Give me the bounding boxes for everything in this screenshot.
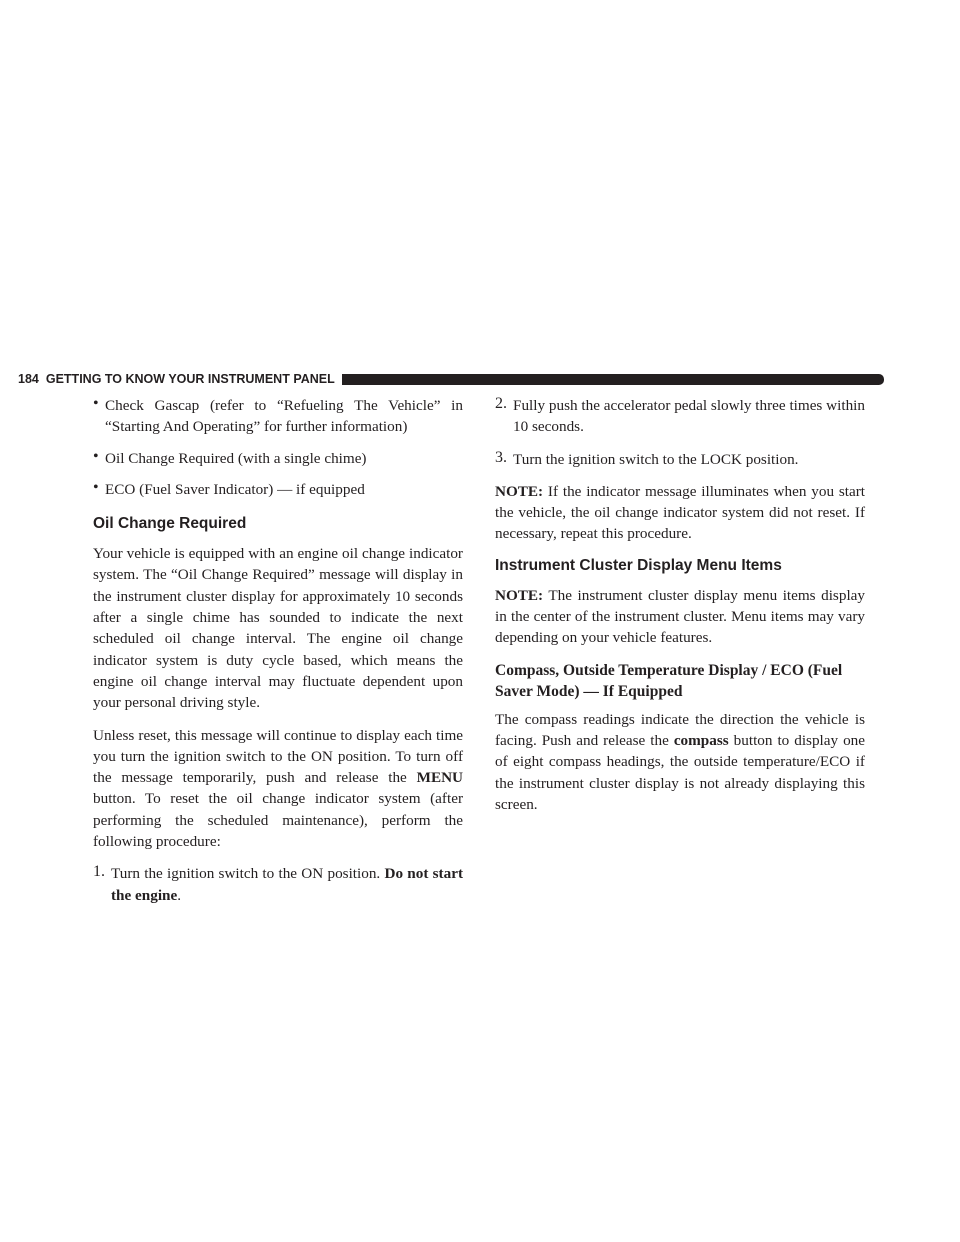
oil-change-paragraph: Your vehicle is equipped with an engine oil change indicator system. The “Oil Change Required” message will display in the instrument cluster display for approximately 10 seconds after a single chime has sounded to indicate the next scheduled oil change interval. The engine oil change indicator system is duty cycle based, which means the engine oil change interval may fluctuate dependent upon your personal driving style.: [93, 545, 463, 712]
note-label: NOTE:: [495, 482, 544, 500]
note-text: The instrument cluster display menu items display in the center of the instrument cluster. Menu items may vary depending on your vehicle features.: [495, 586, 865, 647]
step-number: 3.: [495, 448, 507, 466]
bullet-item: [93, 448, 463, 469]
bullet-text: Check Gascap (refer to “Refueling The Vehicle” in “Starting And Operating” for further information): [105, 397, 463, 436]
bullet-icon: •: [93, 395, 99, 412]
menu-term: MENU: [416, 769, 464, 787]
bullet-item: [93, 479, 463, 500]
page-header: [18, 369, 884, 389]
step-item: [93, 863, 463, 906]
step-text: Fully push the accelerator pedal slowly three times within 10 seconds.: [513, 397, 865, 436]
step1-period: .: [177, 886, 182, 904]
heading-compass-display: Compass, Outside Temperature Display / ECO (Fuel Saver Mode) — If Equipped: [495, 661, 843, 700]
step-text: Turn the ignition switch to the LOCK position.: [513, 450, 799, 468]
step1-text: Turn the ignition switch to the ON position.: [111, 865, 381, 883]
right-column: [495, 395, 865, 826]
compass-text-b: button to display one of eight compass headings, the outside temperature/ECO if the instrument cluster display is not already displaying this screen.: [495, 731, 866, 813]
step-text: [111, 863, 463, 906]
step-item: [495, 449, 865, 470]
compass-term: compass: [673, 731, 729, 749]
heading-oil-change-required: Oil Change Required: [93, 515, 247, 533]
compass-text-a: The compass readings indicate the direction the vehicle is facing. Push and release the: [495, 710, 865, 749]
bullet-item: [93, 395, 463, 438]
bullet-icon: •: [93, 447, 99, 465]
reset-paragraph: [93, 725, 463, 853]
bullet-text: ECO (Fuel Saver Indicator) — if equipped: [105, 480, 365, 498]
reset-text-b: button. To reset the oil change indicator system (after performing the scheduled maintenance), perform the following procedure:: [93, 790, 463, 851]
step-number: 1.: [93, 863, 105, 881]
heading-cluster-menu-items: Instrument Cluster Display Menu Items: [495, 556, 782, 574]
section-title: GETTING TO KNOW YOUR INSTRUMENT PANEL: [45, 372, 335, 386]
note-paragraph: [495, 481, 865, 545]
page-number: 184: [18, 372, 39, 386]
step-number: 2.: [495, 395, 507, 412]
note-label: NOTE:: [495, 586, 544, 604]
reset-text-a: Unless reset, this message will continue to display each time you turn the ignition switch to the ON position. To turn off the message temporarily, push and release the: [93, 726, 463, 787]
step1-warning: Do not start the engine: [111, 865, 463, 904]
compass-paragraph: [495, 709, 865, 815]
note-paragraph: [495, 585, 865, 649]
bullet-text: Oil Change Required (with a single chime): [105, 449, 367, 467]
note-text: If the indicator message illuminates when you start the vehicle, the oil change indicator system did not reset. If necessary, repeat this procedure.: [495, 482, 865, 543]
bullet-icon: •: [93, 478, 99, 496]
left-column: [93, 395, 463, 917]
step-item: [495, 395, 865, 438]
header-rule: [342, 374, 884, 385]
